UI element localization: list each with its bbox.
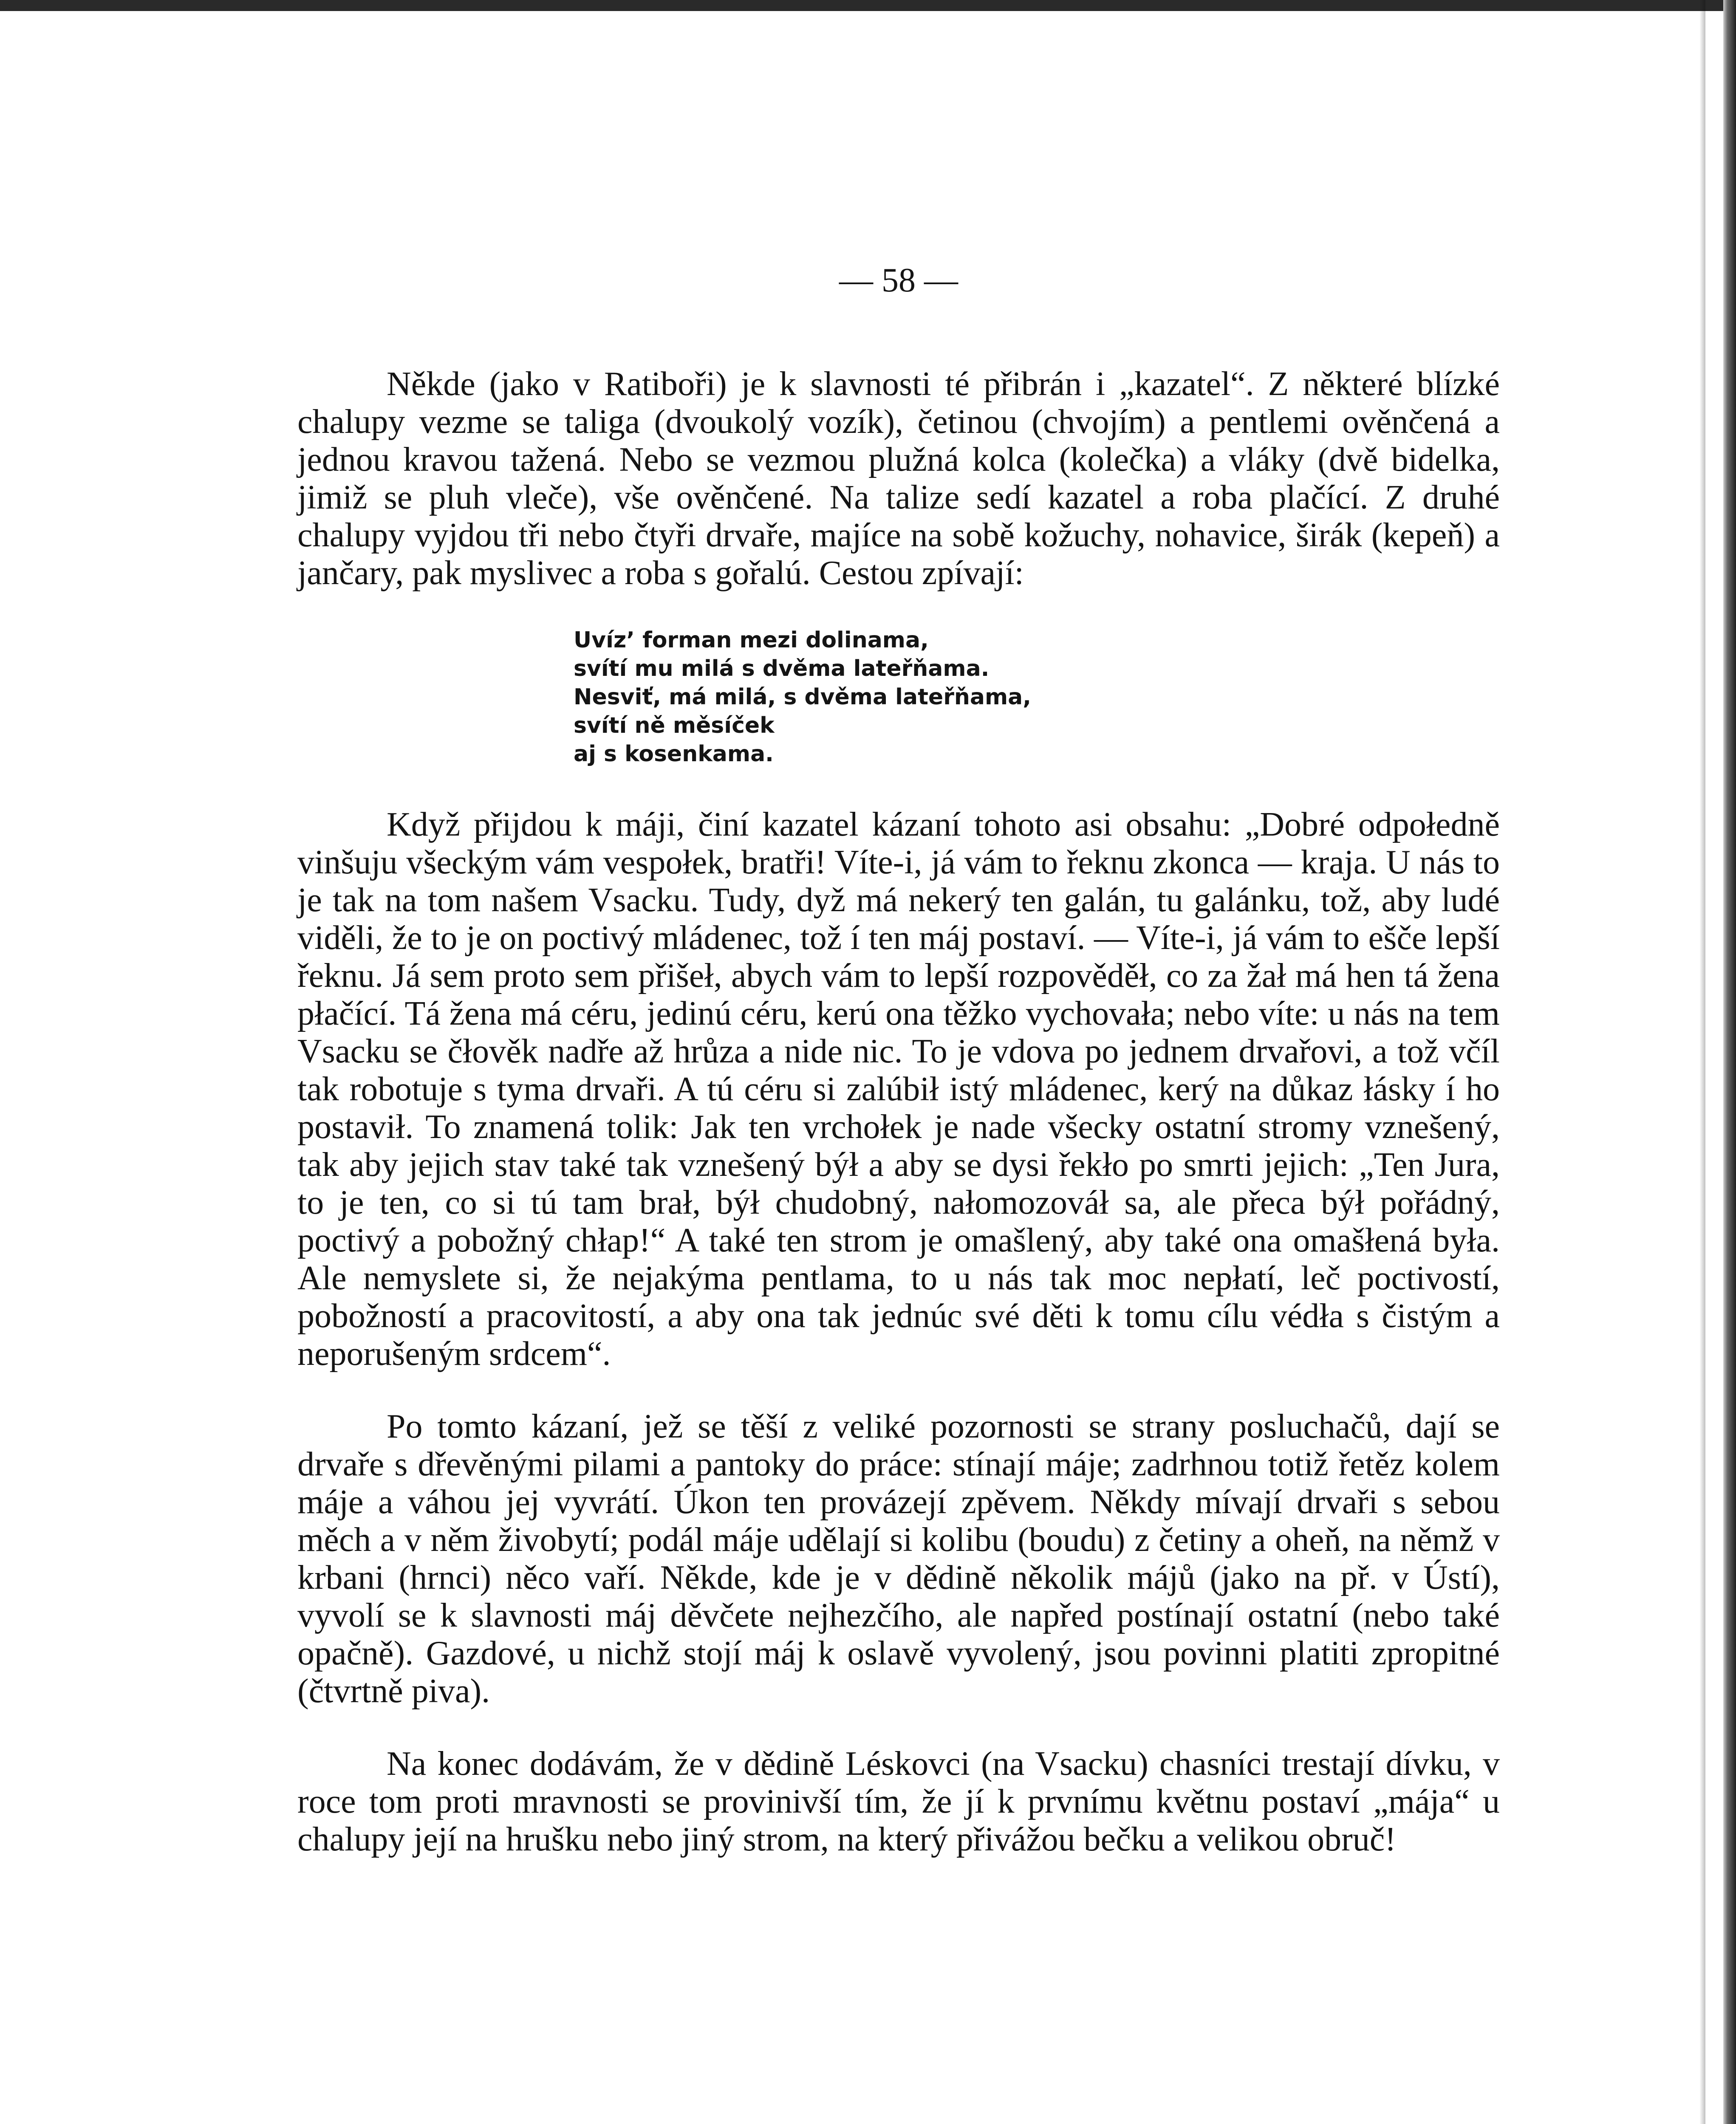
paragraph-3: Po tomto kázaní, jež se těší z veliké pozornosti se strany posluchačů, dají se drvaře s dřevěnými pilami a pantoky do práce: stínají máje; zadrhnou totiž řetěz kolem máje a váhou jej vyvrátí. Úkon ten provázejí zpěvem. Někdy mívají drvaři s sebou měch a v něm živobytí; podál máje udělají si kolibu (boudu) z četiny a oheň, na němž v krbani (hrnci) něco vaří. Někde, kde je v dědině několik májů (jako na př. v Ústí), vyvolí se k slavnosti máj děvčete nejhezčího, ale napřed postínají ostatní (nebo také opačně). Gazdové, u nichž stojí máj k oslavě vyvolený, jsou povinni platiti zpropitné (čtvrtně piva).	[297, 1408, 1500, 1710]
paragraph-1: Někde (jako v Ratiboři) je k slavnosti té přibrán i „kazatel“. Z některé blízké chalupy vezme se taliga (dvoukolý vozík), četinou (chvojím) a pentlemi ověnčená a jednou kravou tažená. Nebo se vezmou plužná kolca (kolečka) a vláky (dvě bidelka, jimiž se pluh vleče), vše ověnčené. Na talize sedí kazatel a roba plačící. Z druhé chalupy vyjdou tři nebo čtyři drvaře, majíce na sobě kožuchy, nohavice, širák (kepeň) a jančary, pak myslivec a roba s gořalú. Cestou zpívají:	[297, 365, 1500, 592]
paragraph-4: Na konec dodávám, že v dědině Léskovci (na Vsacku) chasníci trestají dívku, v roce tom proti mravnosti se provinivší tím, že jí k prvnímu květnu postaví „mája“ u chalupy její na hrušku nebo jiný strom, na který přivážou bečku a velikou obruč!	[297, 1745, 1500, 1858]
spacer	[297, 1373, 1500, 1408]
scan-border-right	[1723, 0, 1736, 2124]
paragraph-2: Když přijdou k máji, činí kazatel kázaní tohoto asi obsahu: „Dobré odpołedně vinšuju všeckým vám vespołek, bratři! Víte-i, já vám to řeknu zkonca — kraja. U nás to je tak na tom našem Vsacku. Tudy, dyž má nekerý ten galán, tu galánku, tož, aby ludé viděli, že to je on poctivý mládenec, tož í ten máj postaví. — Víte-i, já vám to ešče lepší řeknu. Já sem proto sem přišeł, abych vám to lepší rozpověděł, co za žał má hen tá žena płačící. Tá žena má céru, jedinú céru, kerú ona těžko vychovała; nebo víte: u nás na tem Vsacku se čłověk nadře až hrůza a nide nic. To je vdova po jednem drvařovi, a tož včíl tak robotuje s tyma drvaři. A tú céru si zalúbił istý mládenec, kerý na důkaz łásky í ho postavił. To znamená tolik: Jak ten vrchołek je nade všecky ostatní stromy vznešený, tak aby jejich stav také tak vznešený býł a aby se dysi řekło po smrti jejich: „Ten Jura, to je ten, co si tú tam brał, býł chudobný, nałomozováł sa, ale přeca býł pořádný, poctivý a pobožný chłap!“ A také ten strom je omašlený, aby také ona omašłená była. Ale nemyslete si, že nejakýma pentlama, to u nás tak moc nepłatí, leč poctivostí, pobožností a pracovitostí, a aby ona tak jednúc své děti k tomu cílu védła s čistým a neporušeným srdcem“.	[297, 806, 1500, 1373]
spacer	[297, 592, 1500, 626]
verse-line: Uvíz’ forman mezi dolinama,	[574, 627, 929, 653]
verse-line: svítí ně měsíček	[574, 713, 775, 738]
scan-shadow-right	[1699, 0, 1705, 2124]
page-number: — 58 —	[839, 262, 958, 299]
verse-line: svítí mu milá s dvěma lateřňama.	[574, 656, 990, 681]
song-verse	[574, 626, 1500, 768]
spacer	[297, 1710, 1500, 1745]
book-page	[297, 259, 1500, 1858]
verse-line: Nesviť, má milá, s dvěma lateřňama,	[574, 684, 1031, 710]
verse-line: aj s kosenkama.	[574, 741, 774, 767]
spacer	[297, 768, 1500, 806]
scan-border-top	[0, 0, 1736, 11]
